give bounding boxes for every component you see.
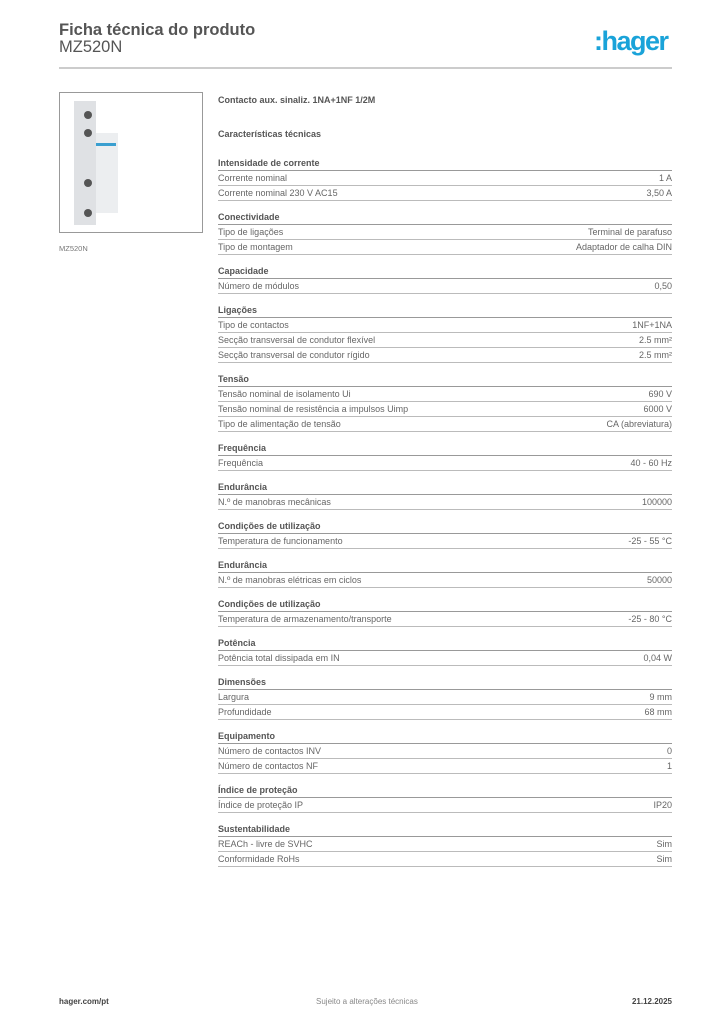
spec-row	[218, 612, 672, 627]
hager-logo: :hager	[594, 26, 668, 56]
spec-value: Terminal de parafuso	[587, 227, 672, 237]
spec-section-title: Condições de utilização	[218, 519, 672, 534]
spec-row	[218, 225, 672, 240]
section-heading: Características técnicas	[218, 129, 322, 139]
spec-section	[218, 156, 672, 201]
spec-section-title: Conectividade	[218, 210, 672, 225]
spec-row	[218, 744, 672, 759]
spec-label: Índice de proteção IP	[218, 800, 304, 810]
product-name: Contacto aux. sinaliz. 1NA+1NF 1/2M	[218, 95, 376, 105]
spec-row	[218, 417, 672, 432]
spec-label: Corrente nominal 230 V AC15	[218, 188, 338, 198]
spec-value: 100000	[641, 497, 672, 507]
spec-section-title: Frequência	[218, 441, 672, 456]
spec-value: 6000 V	[643, 404, 672, 414]
spec-label: Tipo de alimentação de tensão	[218, 419, 341, 429]
footer-note: Sujeito a alterações técnicas	[316, 997, 418, 1006]
spec-value: -25 - 55 °C	[628, 536, 672, 546]
spec-value: 0	[666, 746, 672, 756]
spec-label: Temperatura de armazenamento/transporte	[218, 614, 392, 624]
spec-section	[218, 558, 672, 588]
spec-value: 1 A	[658, 173, 672, 183]
header-divider	[59, 67, 672, 69]
spec-row	[218, 495, 672, 510]
spec-value: -25 - 80 °C	[628, 614, 672, 624]
spec-section	[218, 303, 672, 363]
spec-label: Tipo de ligações	[218, 227, 284, 237]
spec-label: Conformidade RoHs	[218, 854, 300, 864]
spec-label: Tipo de contactos	[218, 320, 289, 330]
spec-label: N.º de manobras elétricas em ciclos	[218, 575, 362, 585]
spec-section	[218, 783, 672, 813]
spec-section-title: Equipamento	[218, 729, 672, 744]
spec-value: 68 mm	[644, 707, 672, 717]
spec-row	[218, 837, 672, 852]
spec-value: 3,50 A	[646, 188, 672, 198]
spec-label: Profundidade	[218, 707, 272, 717]
spec-section	[218, 264, 672, 294]
spec-section	[218, 729, 672, 774]
spec-value: 2.5 mm²	[638, 335, 672, 345]
spec-row	[218, 186, 672, 201]
spec-value: 1	[666, 761, 672, 771]
spec-row	[218, 705, 672, 720]
spec-section-title: Capacidade	[218, 264, 672, 279]
spec-section-title: Ligações	[218, 303, 672, 318]
spec-section-title: Dimensões	[218, 675, 672, 690]
spec-row	[218, 279, 672, 294]
spec-label: Secção transversal de condutor rígido	[218, 350, 370, 360]
spec-section-title: Endurância	[218, 480, 672, 495]
spec-value: 0,50	[654, 281, 672, 291]
spec-row	[218, 534, 672, 549]
spec-section-title: Sustentabilidade	[218, 822, 672, 837]
spec-label: Número de contactos NF	[218, 761, 319, 771]
spec-value: Sim	[656, 839, 672, 849]
spec-label: Temperatura de funcionamento	[218, 536, 343, 546]
spec-label: Largura	[218, 692, 250, 702]
spec-row	[218, 759, 672, 774]
spec-row	[218, 402, 672, 417]
spec-sections	[218, 156, 672, 867]
spec-row	[218, 573, 672, 588]
spec-row	[218, 171, 672, 186]
spec-value: 1NF+1NA	[632, 320, 672, 330]
spec-label: Tensão nominal de resistência a impulsos Uimp	[218, 404, 409, 414]
spec-row	[218, 690, 672, 705]
spec-section	[218, 210, 672, 255]
spec-label: Frequência	[218, 458, 264, 468]
spec-section	[218, 636, 672, 666]
spec-row	[218, 318, 672, 333]
spec-section-title: Tensão	[218, 372, 672, 387]
spec-section	[218, 372, 672, 432]
spec-label: Número de contactos INV	[218, 746, 322, 756]
spec-value: Sim	[656, 854, 672, 864]
spec-label: Potência total dissipada em IN	[218, 653, 340, 663]
spec-section-title: Condições de utilização	[218, 597, 672, 612]
spec-value: 9 mm	[649, 692, 672, 702]
spec-label: Corrente nominal	[218, 173, 288, 183]
spec-label: Tensão nominal de isolamento Ui	[218, 389, 351, 399]
spec-row	[218, 240, 672, 255]
spec-section	[218, 822, 672, 867]
spec-row	[218, 651, 672, 666]
spec-row	[218, 852, 672, 867]
spec-section-title: Índice de proteção	[218, 783, 672, 798]
spec-value: Adaptador de calha DIN	[575, 242, 672, 252]
product-image	[59, 92, 203, 233]
spec-value: 40 - 60 Hz	[630, 458, 672, 468]
spec-row	[218, 348, 672, 363]
spec-value: CA (abreviatura)	[606, 419, 672, 429]
spec-section	[218, 519, 672, 549]
spec-section	[218, 480, 672, 510]
page-title: Ficha técnica do produto	[59, 21, 256, 39]
spec-value: 0,04 W	[643, 653, 672, 663]
spec-row	[218, 333, 672, 348]
spec-label: Secção transversal de condutor flexível	[218, 335, 376, 345]
spec-label: Número de módulos	[218, 281, 300, 291]
spec-value: 2.5 mm²	[638, 350, 672, 360]
spec-label: REACh - livre de SVHC	[218, 839, 313, 849]
footer-website[interactable]: hager.com/pt	[59, 997, 109, 1006]
spec-row	[218, 798, 672, 813]
spec-content	[218, 95, 672, 876]
spec-section-title: Endurância	[218, 558, 672, 573]
image-caption: MZ520N	[59, 244, 88, 253]
spec-section	[218, 597, 672, 627]
spec-value: 50000	[646, 575, 672, 585]
spec-value: 690 V	[648, 389, 672, 399]
spec-value: IP20	[653, 800, 672, 810]
product-model: MZ520N	[59, 38, 123, 56]
spec-row	[218, 387, 672, 402]
spec-section-title: Intensidade de corrente	[218, 156, 672, 171]
spec-label: Tipo de montagem	[218, 242, 293, 252]
spec-section	[218, 441, 672, 471]
footer-date: 21.12.2025	[631, 997, 672, 1006]
spec-section-title: Potência	[218, 636, 672, 651]
spec-row	[218, 456, 672, 471]
spec-section	[218, 675, 672, 720]
spec-label: N.º de manobras mecânicas	[218, 497, 331, 507]
